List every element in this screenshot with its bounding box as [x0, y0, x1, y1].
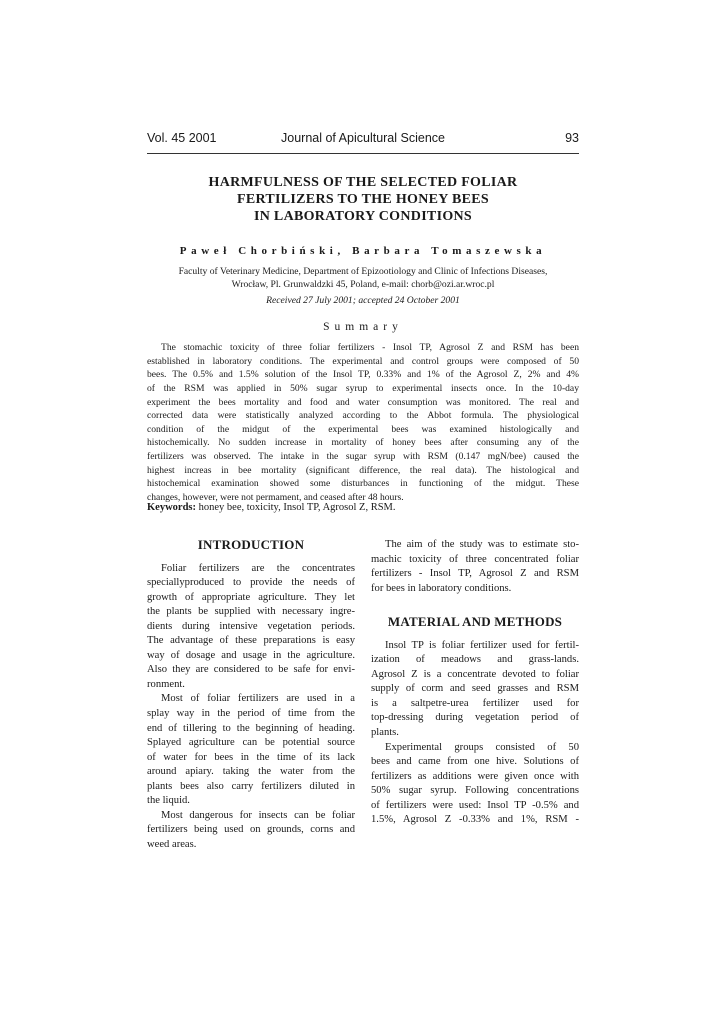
- text-line: fertilizers - Insol TP, Agrosol Z and RSM: [371, 568, 579, 580]
- text-line: dients during intensive vegetation periods.: [147, 620, 355, 632]
- text-line: Most dangerous for insects can be foliar: [161, 809, 355, 821]
- title-line: IN LABORATORY CONDITIONS: [253, 209, 473, 224]
- text-line: around apiary. taking the water from the: [147, 766, 355, 778]
- summary-heading: Summary: [323, 321, 403, 333]
- summary-line: established in laboratory conditions. The experimental and control groups were composed of 50: [147, 355, 579, 367]
- summary-line: of the RSM was applied in 50% sugar syrup to experimental insects once. In the 10-day: [147, 382, 579, 394]
- text-line: Foliar fertilizers are the concentrates: [161, 562, 355, 574]
- text-line: Agrosol Z is a concentrate devoted to foliar: [371, 668, 579, 680]
- text-line: Insol TP is foliar fertilizer used for fertil-: [385, 639, 579, 651]
- text-line: for bees in laboratory conditions.: [371, 582, 512, 594]
- summary-line: corrected data were statistically analyzed according to the Abbot formula. The physiological: [147, 410, 579, 422]
- text-line: the liquid.: [147, 795, 190, 807]
- text-line: of water for bees in the time of its lack: [147, 751, 355, 763]
- text-line: Experimental groups consisted of 50: [385, 741, 579, 753]
- text-line: plants.: [371, 727, 399, 739]
- keywords: [147, 502, 579, 513]
- text-line: plants bees also carry fertilizers diluted in: [147, 780, 355, 792]
- text-line: machic toxicity of three concentrated foliar: [371, 553, 579, 565]
- text-line: speciallyproduced to provide the needs of: [147, 577, 355, 589]
- text-line: splay way in the period of time from the: [147, 708, 355, 720]
- text-line: 1.5%, Agrosol Z -0.33% and 1%, RSM -: [371, 814, 579, 826]
- text-line: the plants be supplied with necessary ingre-: [147, 606, 355, 618]
- text-line: end of tillering to the beginning of heading.: [147, 722, 355, 734]
- text-line: Most of foliar fertilizers are used in a: [161, 693, 355, 705]
- keywords-label: Keywords:: [147, 502, 196, 513]
- title-line: FERTILIZERS TO THE HONEY BEES: [236, 192, 489, 207]
- text-line: growth of appropriate agriculture. They let: [147, 591, 355, 603]
- methods-heading: MATERIAL AND METHODS: [387, 614, 563, 630]
- summary-line: condition of the midgut of the experimental bees was examined histologically and: [147, 423, 579, 435]
- text-line: Splayed agriculture can be potential source: [147, 737, 355, 749]
- introduction-heading: INTRODUCTION: [197, 537, 305, 552]
- summary-line: experiment the bees mortality and food and water consumption was monitored. The real and: [147, 396, 579, 408]
- summary-line: highest increas in bee mortality (significant difference, the real data). The histological and: [147, 464, 579, 476]
- text-line: weed areas.: [147, 838, 197, 850]
- text-line: ization of meadows and grass-lands.: [371, 654, 579, 666]
- keywords-text: honey bee, toxicity, Insol TP, Agrosol Z, RSM.: [196, 502, 396, 513]
- text-line: is a saltpetre-urea fertilizer used for: [371, 697, 579, 709]
- summary-line: histochemically. No sudden increase in mortality of honey bees after consuming any of the: [147, 437, 579, 449]
- left-column: [147, 538, 355, 852]
- received-dates: Received 27 July 2001; accepted 24 October 2001: [266, 295, 460, 306]
- article-title: [147, 174, 579, 225]
- text-line: fertilizers being used on grounds, corns and: [147, 824, 355, 836]
- summary-line: histochemical examination showed some disturbances in functioning of the midgut. These: [147, 478, 579, 490]
- right-column: [371, 538, 579, 828]
- volume-label: Vol. 45 2001: [147, 131, 217, 145]
- affiliation-line: Faculty of Veterinary Medicine, Department of Epizootiology and Clinic of Infections Diseases,: [178, 266, 548, 277]
- text-line: of fertilizers were used: Insol TP -0.5% and: [371, 799, 579, 811]
- text-line: top-dressing during vegetation period of: [371, 712, 579, 724]
- summary-abstract: [147, 341, 579, 505]
- header-rule: [147, 153, 579, 154]
- text-line: The aim of the study was to estimate sto-: [385, 539, 579, 550]
- page-number: 93: [565, 131, 579, 145]
- summary-line: changes, however, were not permament, and ceased after 48 hours.: [147, 492, 404, 504]
- author-list: Paweł Chorbiński, Barbara Tomaszewska: [179, 245, 547, 257]
- summary-line: fertilizers was observed. The intake in the sugar syrup with RSM (0.147 mgN/bee) caused the: [147, 451, 579, 463]
- text-line: supply of corm and seed grasses and RSM: [371, 683, 579, 695]
- text-line: 50% sugar syrup. Following concentrations: [371, 785, 579, 797]
- text-line: way of dosage and usage in the agriculture.: [147, 649, 355, 661]
- running-head: [147, 131, 579, 149]
- title-line: HARMFULNESS OF THE SELECTED FOLIAR: [208, 175, 518, 190]
- affiliation-line: Wrocław, Pl. Grunwaldzki 45, Poland, e-mail: chorb@ozi.ar.wroc.pl: [231, 279, 495, 290]
- text-line: fertilizers as additions were given once with: [371, 770, 579, 782]
- text-line: bees and came from one hive. Solutions of: [371, 756, 579, 768]
- summary-line: bees. The 0.5% and 1.5% solution of the Insol TP, 0.33% and 1% of the Agrosol Z, 2% and 4%: [147, 369, 579, 381]
- affiliation: [147, 265, 579, 291]
- text-line: ronment.: [147, 678, 185, 690]
- text-line: Also they are considered to be safe for envi-: [147, 664, 355, 676]
- summary-line: The stomachic toxicity of three foliar fertilizers - Insol TP, Agrosol Z and RSM has been: [161, 342, 579, 353]
- journal-name: Journal of Apicultural Science: [281, 131, 445, 145]
- text-line: The advantage of these preparations is easy: [147, 635, 355, 647]
